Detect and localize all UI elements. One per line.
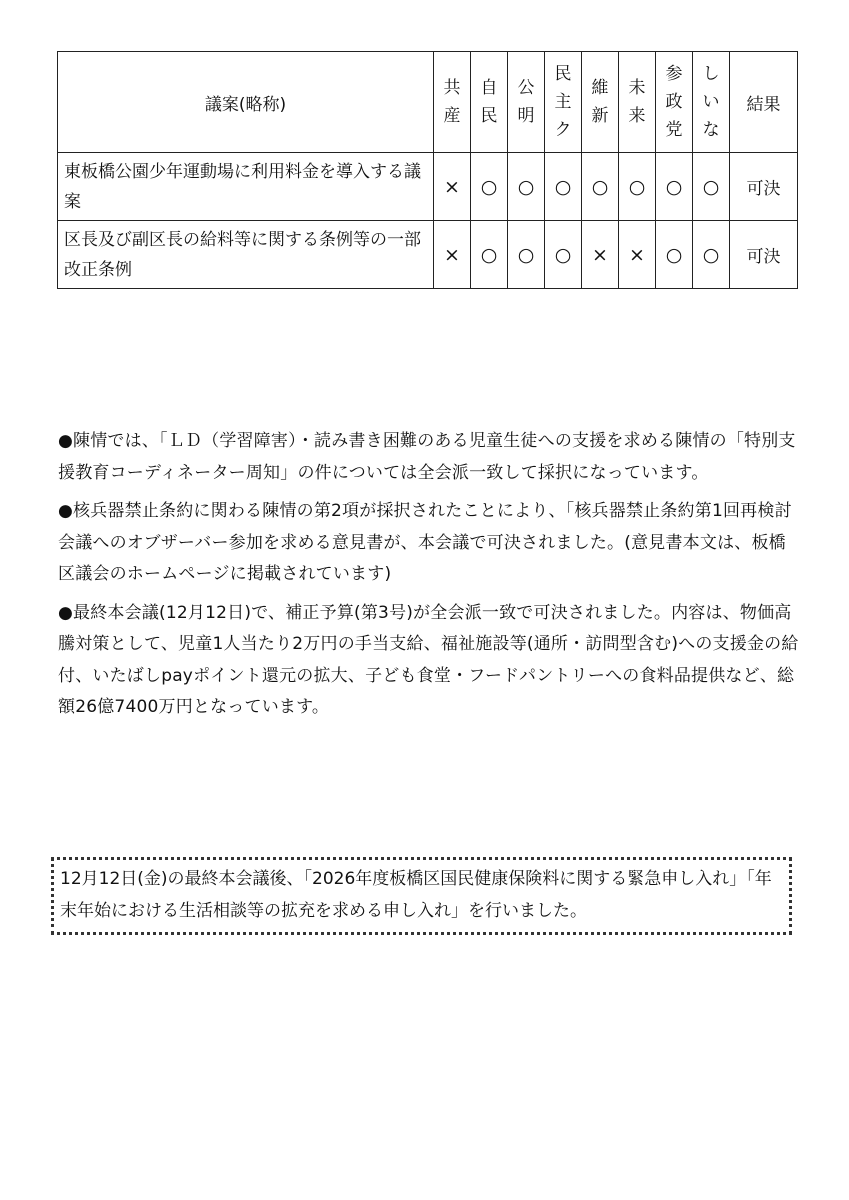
party-header-char: し xyxy=(702,64,720,84)
vote-mark: ○ xyxy=(508,153,545,221)
party-header-char: 共 xyxy=(443,78,461,98)
vote-mark: ○ xyxy=(582,153,619,221)
bill-name: 区長及び副区長の給料等に関する条例等の一部改正条例 xyxy=(58,221,434,289)
result-value: 可決 xyxy=(730,221,798,289)
vote-mark: ○ xyxy=(545,221,582,289)
party-header-char: 参 xyxy=(665,64,683,84)
party-header xyxy=(693,52,730,153)
vote-mark: ○ xyxy=(508,221,545,289)
party-header-char: ク xyxy=(554,120,572,140)
notes-section xyxy=(58,426,800,731)
party-header-char: 政 xyxy=(665,92,683,112)
party-header-char: 明 xyxy=(517,106,535,126)
party-header-char: 公 xyxy=(517,78,535,98)
party-header xyxy=(582,52,619,153)
result-column-header: 結果 xyxy=(730,52,798,153)
party-header-char: 党 xyxy=(665,120,683,140)
party-header-char: 産 xyxy=(443,106,461,126)
vote-mark: ○ xyxy=(471,221,508,289)
vote-mark: ○ xyxy=(619,153,656,221)
vote-mark: × xyxy=(434,153,471,221)
note-paragraph: ●陳情では、「ＬＤ（学習障害）・読み書き困難のある児童生徒への支援を求める陳情の「特別支援教育コーディネーター周知」の件については全会派一致して採択になっています。 xyxy=(58,431,796,483)
vote-mark: × xyxy=(434,221,471,289)
table-row xyxy=(58,153,798,221)
vote-mark: ○ xyxy=(656,221,693,289)
note-paragraph: ●核兵器禁止条約に関わる陳情の第2項が採択されたことにより、「核兵器禁止条約第1回再検討会議へのオブザーバー参加を求める意見書が、本会議で可決されました。(意見書本文は、板橋区議会のホームページに掲載されています) xyxy=(58,501,792,584)
vote-mark: ○ xyxy=(656,153,693,221)
table-header-row xyxy=(58,52,798,153)
party-header xyxy=(545,52,582,153)
party-header xyxy=(619,52,656,153)
vote-mark: × xyxy=(619,221,656,289)
party-header-char: 新 xyxy=(591,106,609,126)
result-value: 可決 xyxy=(730,153,798,221)
party-header xyxy=(471,52,508,153)
party-header-char: 民 xyxy=(480,106,498,126)
vote-mark: ○ xyxy=(471,153,508,221)
table-row xyxy=(58,221,798,289)
request-notice-box xyxy=(51,857,792,935)
vote-mark: ○ xyxy=(693,221,730,289)
vote-mark: ○ xyxy=(545,153,582,221)
party-header-char: な xyxy=(702,120,720,140)
vote-results-table xyxy=(57,51,798,289)
party-header-char: 未 xyxy=(628,78,646,98)
party-header xyxy=(656,52,693,153)
party-header-char: い xyxy=(702,92,720,112)
party-header xyxy=(508,52,545,153)
party-header xyxy=(434,52,471,153)
party-header-char: 主 xyxy=(554,92,572,112)
party-header-char: 民 xyxy=(554,64,572,84)
request-notice-text: 12月12日(金)の最終本会議後、「2026年度板橋区国民健康保険料に関する緊急申し入れ」「年末年始における生活相談等の拡充を求める申し入れ」を行いました。 xyxy=(60,869,772,921)
vote-mark: × xyxy=(582,221,619,289)
note-paragraph: ●最終本会議(12月12日)で、補正予算(第3号)が全会派一致で可決されました。内容は、物価高騰対策として、児童1人当たり2万円の手当支給、福祉施設等(通所・訪問型含む)への支援金の給付、いたばしpayポイント還元の拡大、子ども食堂・フードパントリーへの食料品提供など、総額26億7400万円となっています。 xyxy=(58,602,799,717)
vote-mark: ○ xyxy=(693,153,730,221)
bill-column-header: 議案(略称) xyxy=(58,52,434,153)
party-header-char: 来 xyxy=(628,106,646,126)
bill-name: 東板橋公園少年運動場に利用料金を導入する議案 xyxy=(58,153,434,221)
party-header-char: 維 xyxy=(591,78,609,98)
party-header-char: 自 xyxy=(480,78,498,98)
